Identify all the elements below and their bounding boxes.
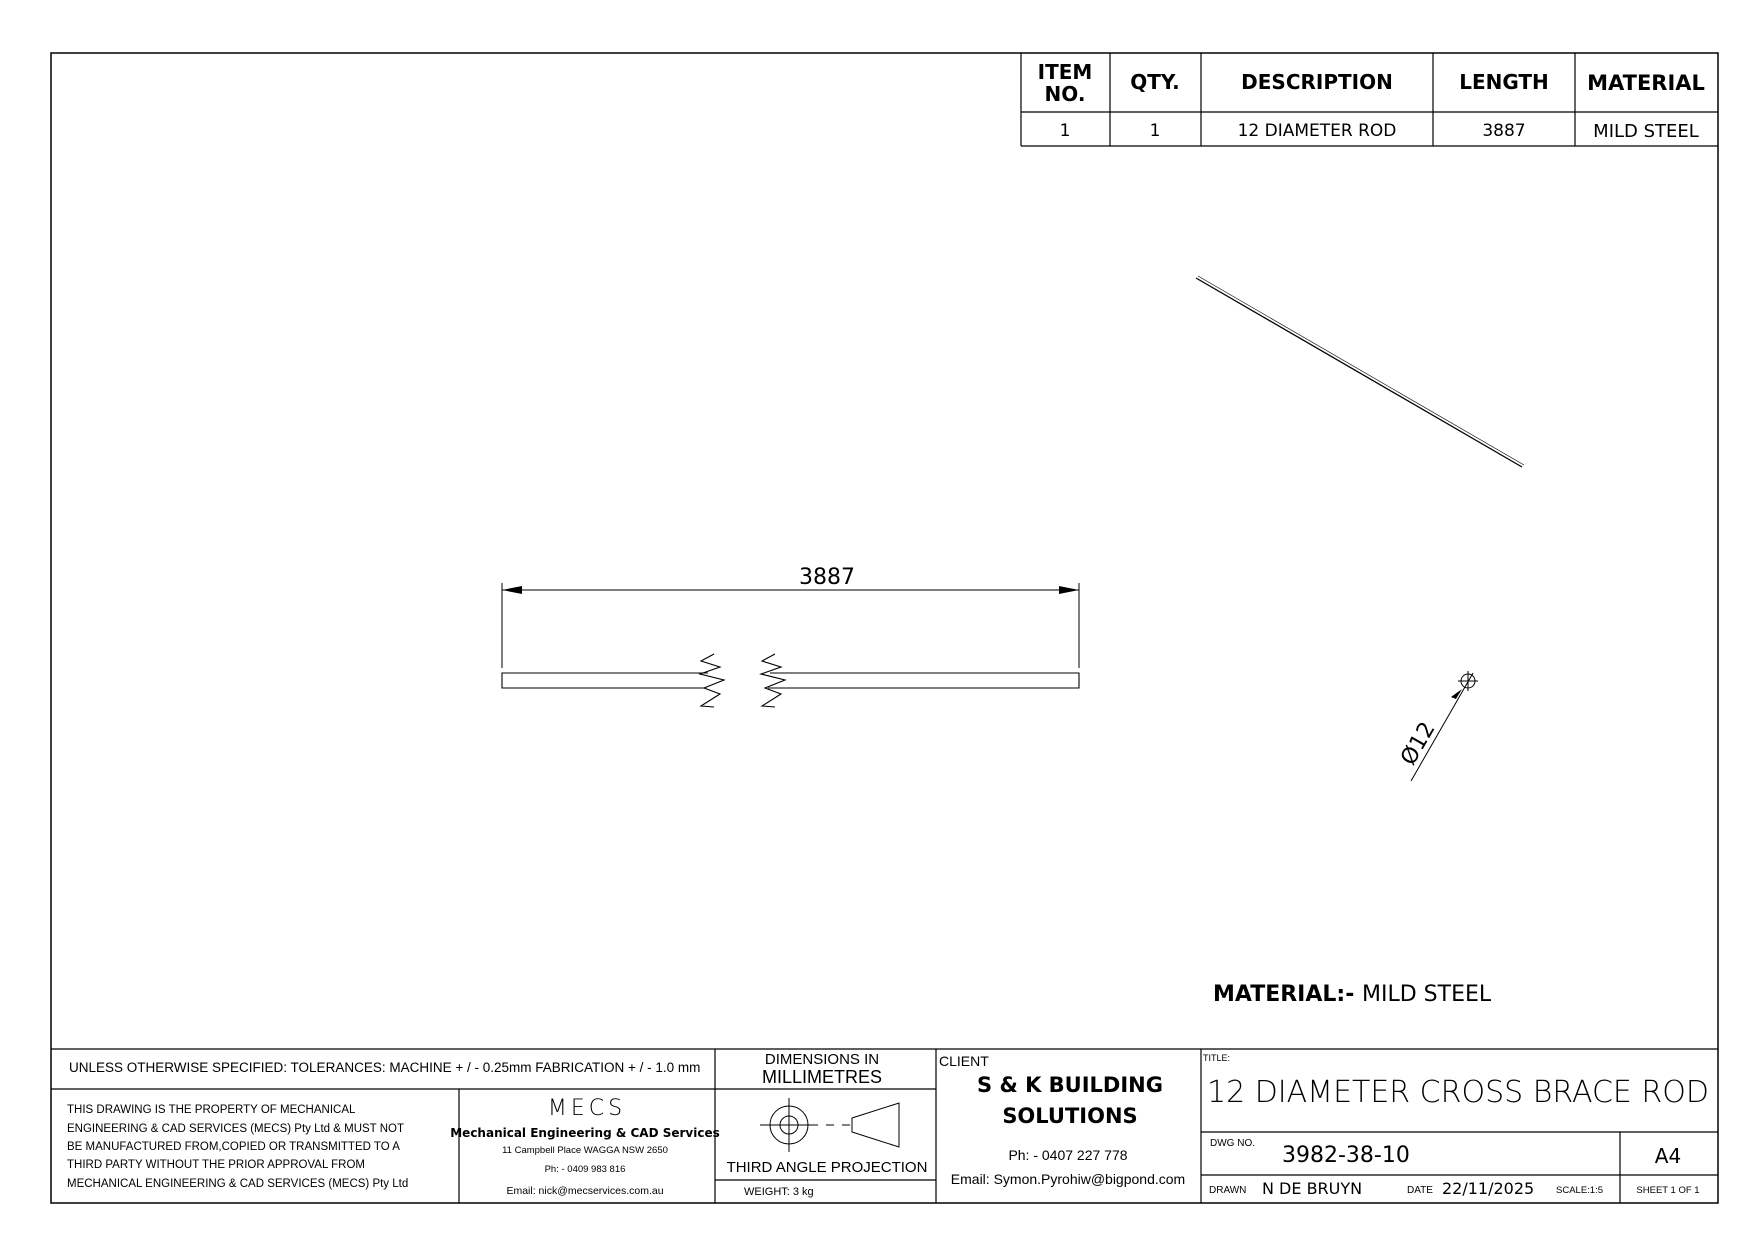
bom-header-item-no-line2: NO. bbox=[1044, 82, 1086, 106]
bom-header-item-no-line1: ITEM bbox=[1037, 60, 1093, 84]
length-dimension bbox=[502, 583, 1079, 668]
diameter-arrow bbox=[1451, 689, 1462, 699]
sheet-number: SHEET 1 OF 1 bbox=[1636, 1185, 1700, 1196]
company-logo: MECS bbox=[547, 1096, 627, 1121]
projection-label: THIRD ANGLE PROJECTION bbox=[726, 1159, 928, 1176]
title-label: TITLE: bbox=[1203, 1053, 1231, 1063]
client-email: Email: Symon.Pyrohiw@bigpond.com bbox=[950, 1171, 1186, 1187]
millimetres-label: MILLIMETRES bbox=[761, 1067, 883, 1087]
diameter-dimension-value: Ø12 bbox=[1396, 717, 1441, 770]
dwg-no-label: DWG NO. bbox=[1210, 1138, 1255, 1149]
property-notice-line-3: BE MANUFACTURED FROM,COPIED OR TRANSMITTED TO A bbox=[67, 1141, 400, 1153]
client-name-line-1: S & K BUILDING bbox=[977, 1073, 1163, 1097]
drawing-border bbox=[51, 53, 1718, 1203]
sheet-size: A4 bbox=[1654, 1144, 1682, 1168]
drawn-label: DRAWN bbox=[1209, 1185, 1247, 1196]
client-name-line-2: SOLUTIONS bbox=[1002, 1104, 1138, 1128]
property-notice-line-5: MECHANICAL ENGINEERING & CAD SERVICES (MECS) Pty Ltd bbox=[67, 1178, 409, 1190]
bom-header-qty: QTY. bbox=[1130, 70, 1180, 94]
property-notice-line-1: THIS DRAWING IS THE PROPERTY OF MECHANICAL bbox=[67, 1104, 356, 1116]
rod-side-view bbox=[502, 654, 1079, 707]
drawn-by: N DE BRUYN bbox=[1262, 1179, 1363, 1198]
bom-cell-qty: 1 bbox=[1149, 121, 1161, 141]
dimension-arrow-left bbox=[502, 586, 522, 594]
property-notice-line-4: THIRD PARTY WITHOUT THE PRIOR APPROVAL FROM bbox=[67, 1159, 365, 1171]
client-label: CLIENT bbox=[939, 1053, 989, 1069]
tolerances-note: UNLESS OTHERWISE SPECIFIED: TOLERANCES: MACHINE + / - 0.25mm FABRICATION + / - 1.0 mm bbox=[69, 1060, 701, 1075]
bom-header-length: LENGTH bbox=[1459, 70, 1549, 94]
bom-cell-description: 12 DIAMETER ROD bbox=[1237, 121, 1397, 141]
drawing-title: 12 DIAMETER CROSS BRACE ROD bbox=[1207, 1075, 1709, 1110]
drawing-date: 22/11/2025 bbox=[1442, 1179, 1535, 1198]
dwg-no: 3982-38-10 bbox=[1282, 1143, 1410, 1168]
third-angle-projection-symbol bbox=[760, 1098, 899, 1152]
weight-label: WEIGHT: 3 kg bbox=[744, 1186, 814, 1198]
scale-label: SCALE:1:5 bbox=[1556, 1185, 1603, 1196]
company-name: Mechanical Engineering & CAD Services bbox=[450, 1126, 720, 1140]
isometric-rod-view bbox=[1196, 276, 1524, 467]
company-address: 11 Campbell Place WAGGA NSW 2650 bbox=[502, 1145, 668, 1156]
client-phone: Ph: - 0407 227 778 bbox=[1008, 1147, 1128, 1163]
bom-header-description: DESCRIPTION bbox=[1241, 70, 1393, 94]
date-label: DATE bbox=[1407, 1185, 1433, 1196]
bom-header-material: MATERIAL bbox=[1587, 71, 1705, 95]
company-email: Email: nick@mecservices.com.au bbox=[506, 1185, 664, 1197]
bom-cell-material: MILD STEEL bbox=[1593, 121, 1699, 142]
dimension-arrow-right bbox=[1059, 586, 1079, 594]
dimensions-in-label: DIMENSIONS IN bbox=[764, 1051, 880, 1068]
bom-cell-length: 3887 bbox=[1482, 121, 1526, 141]
property-notice-line-2: ENGINEERING & CAD SERVICES (MECS) Pty Ltd & MUST NOT bbox=[67, 1123, 404, 1135]
bom-cell-item-no: 1 bbox=[1059, 121, 1071, 141]
material-note-label: MATERIAL:- bbox=[1213, 982, 1355, 1007]
material-note-value: MILD STEEL bbox=[1362, 982, 1492, 1007]
length-dimension-value: 3887 bbox=[799, 565, 855, 590]
company-phone: Ph: - 0409 983 816 bbox=[544, 1164, 626, 1175]
